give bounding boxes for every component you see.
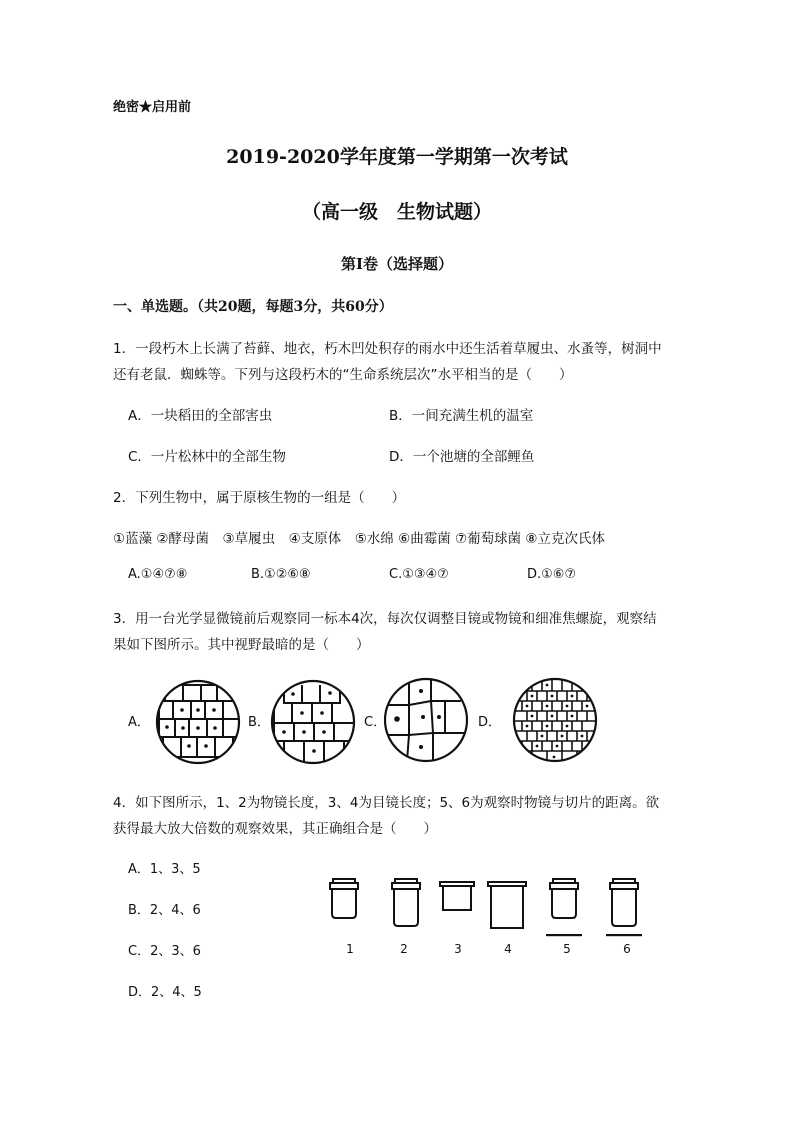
fig-label-3: 3 xyxy=(454,942,462,956)
q4-option-c: C．2、3、6 xyxy=(128,944,201,959)
q2-items: ①蓝藻 ②酵母菌 ③草履虫 ④支原体 ⑤水绵 ⑥曲霉菌 ⑦葡萄球菌 ⑧立克次氏体 xyxy=(113,531,605,547)
objective-lens-1 xyxy=(330,879,358,918)
q4-stem-line2: 获得最大放大倍数的观察效果，其正确组合是（ ） xyxy=(113,821,437,837)
exam-title: 2019-2020学年度第一学期第一次考试 xyxy=(226,146,568,168)
slide-line-5 xyxy=(546,934,582,936)
objective-lens-2 xyxy=(392,879,420,926)
q2-option-c: C.①③④⑦ xyxy=(389,567,449,582)
eyepiece-lens-4 xyxy=(488,882,526,928)
q1-stem-line1: 1．一段朽木上长满了苔藓、地衣，朽木凹处积存的雨水中还生活着草履虫、水蚤等，树洞中 xyxy=(113,341,662,357)
fig-label-1: 1 xyxy=(346,942,354,956)
q4-stem-line1: 4．如下图所示，1、2为物镜长度，3、4为目镜长度；5、6为观察时物镜与切片的距离。欲 xyxy=(113,795,660,811)
q2-option-d: D.①⑥⑦ xyxy=(527,567,577,582)
q2-option-b: B.①②⑥⑧ xyxy=(251,567,311,582)
field-of-view-a xyxy=(155,679,241,765)
objective-lens-5 xyxy=(550,879,578,918)
q4-option-d: D．2、4、5 xyxy=(128,985,202,1000)
fig-label-6: 6 xyxy=(623,942,631,956)
secret-label: 绝密★启用前 xyxy=(113,100,192,115)
slide-line-6 xyxy=(606,934,642,936)
q1-option-b: B．一间充满生机的温室 xyxy=(389,408,534,424)
q2-option-a: A.①④⑦⑧ xyxy=(128,567,188,582)
q3-label-c: C． xyxy=(364,715,387,730)
q3-stem-line2: 果如下图所示。其中视野最暗的是（ ） xyxy=(113,637,370,653)
q3-stem-line1: 3．用一台光学显微镜前后观察同一标本4次，每次仅调整目镜或物镜和细准焦螺旋，观察结 xyxy=(113,611,657,627)
q3-label-b: B． xyxy=(248,715,270,730)
volume-heading: 第Ⅰ卷（选择题） xyxy=(340,255,454,273)
field-of-view-c xyxy=(383,677,469,763)
q2-stem: 2．下列生物中，属于原核生物的一组是（ ） xyxy=(113,490,406,506)
q1-option-d: D．一个池塘的全部鲤鱼 xyxy=(389,449,535,465)
fig-label-4: 4 xyxy=(504,942,512,956)
q4-option-b: B．2、4、6 xyxy=(128,903,201,918)
q4-option-a: A．1、3、5 xyxy=(128,862,201,877)
fig-label-5: 5 xyxy=(563,942,571,956)
section-heading: 一、单选题。（共20题，每题3分，共60分） xyxy=(113,299,393,315)
eyepiece-lens-3 xyxy=(440,882,474,910)
field-of-view-d xyxy=(512,677,598,763)
exam-subtitle: （高一级 生物试题） xyxy=(301,201,492,223)
q1-option-a: A．一块稻田的全部害虫 xyxy=(128,408,273,424)
lens-figure xyxy=(320,876,650,958)
field-of-view-b xyxy=(270,679,356,765)
fig-label-2: 2 xyxy=(400,942,408,956)
q1-stem-line2: 还有老鼠．蜘蛛等。下列与这段朽木的“生命系统层次”水平相当的是（ ） xyxy=(113,367,573,383)
q1-option-c: C．一片松林中的全部生物 xyxy=(128,449,286,465)
objective-lens-6 xyxy=(610,879,638,926)
q3-label-a: A． xyxy=(128,715,150,730)
q3-label-d: D． xyxy=(478,715,502,730)
